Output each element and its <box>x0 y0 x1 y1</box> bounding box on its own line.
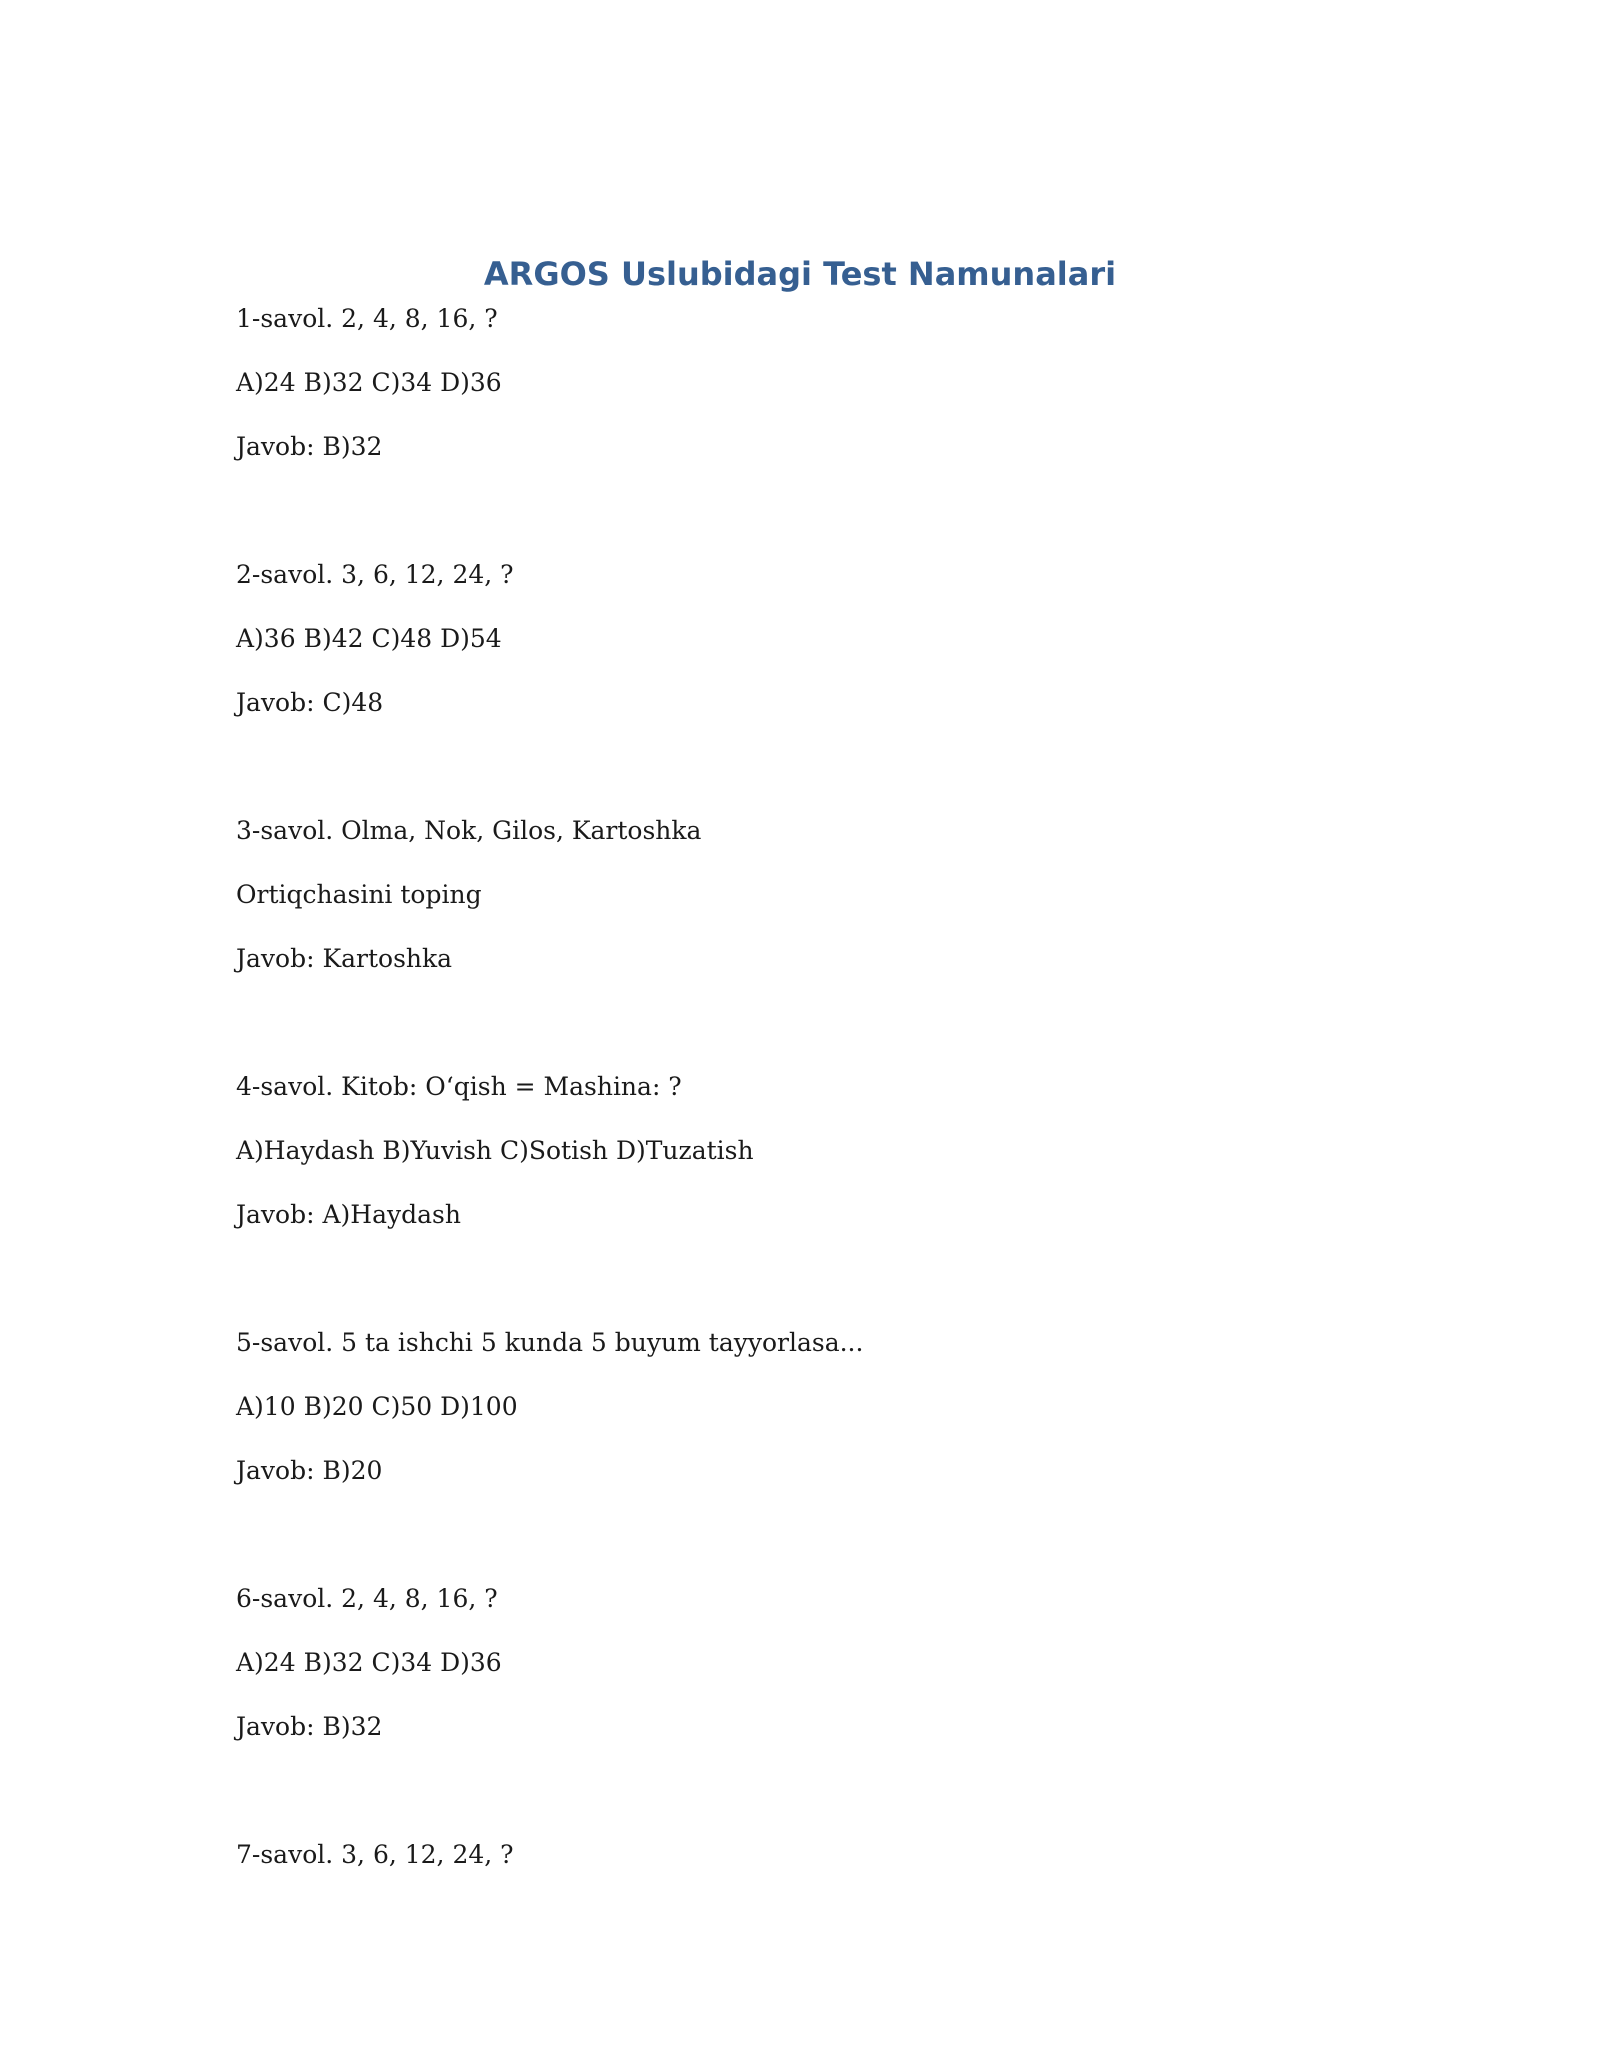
question-3: 3-savol. Olma, Nok, Gilos, Kartoshka <box>236 816 702 845</box>
question-1: 1-savol. 2, 4, 8, 16, ? <box>236 304 498 333</box>
question-6: 6-savol. 2, 4, 8, 16, ? <box>236 1584 498 1613</box>
question-6-options: A)24 B)32 C)34 D)36 <box>236 1648 502 1677</box>
question-3-instruction: Ortiqchasini toping <box>236 880 482 909</box>
question-5: 5-savol. 5 ta ishchi 5 kunda 5 buyum tayyorlasa... <box>236 1328 864 1357</box>
document-title: ARGOS Uslubidagi Test Namunalari <box>483 255 1117 293</box>
question-2: 2-savol. 3, 6, 12, 24, ? <box>236 560 514 589</box>
question-7: 7-savol. 3, 6, 12, 24, ? <box>236 1840 514 1869</box>
question-4: 4-savol. Kitob: O‘qish = Mashina: ? <box>236 1072 682 1101</box>
question-6-answer: Javob: B)32 <box>236 1712 383 1741</box>
question-2-answer: Javob: C)48 <box>236 688 384 717</box>
question-1-answer: Javob: B)32 <box>236 432 383 461</box>
question-2-options: A)36 B)42 C)48 D)54 <box>236 624 502 653</box>
question-3-answer: Javob: Kartoshka <box>236 944 453 973</box>
question-5-answer: Javob: B)20 <box>236 1456 383 1485</box>
question-4-options: A)Haydash B)Yuvish C)Sotish D)Tuzatish <box>236 1136 754 1165</box>
question-1-options: A)24 B)32 C)34 D)36 <box>236 368 502 397</box>
question-4-answer: Javob: A)Haydash <box>236 1200 461 1229</box>
question-5-options: A)10 B)20 C)50 D)100 <box>236 1392 518 1421</box>
